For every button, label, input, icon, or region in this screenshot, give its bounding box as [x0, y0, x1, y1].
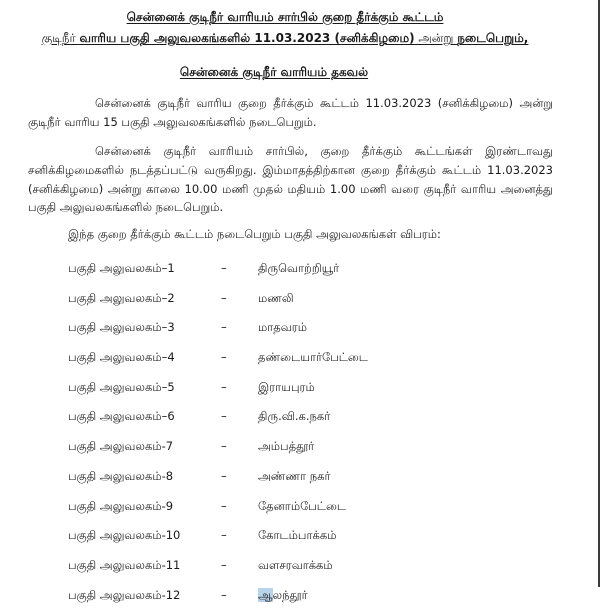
section-heading: [0, 64, 548, 80]
separator-dash: –: [221, 409, 227, 424]
paragraph-2: சென்னைக் குடிநீர் வாரியம் சார்பில், குறை தீர்க்கும் கூட்டங்கள் இரண்டாவது சனிக்கிழமைகளில் நடத்தப்பட்டு வருகிறது. இம்மாதத்திற்கான குறை தீர்க்கும் கூட்டம் 11.03.2023 (சனிக்கிழமை) அன்று காலை 10.00 மணி முதல் மதியம் 1.00 மணி வரை குடிநீர் வாரிய அனைத்து பகுதி அலுவலகங்களில் நடைபெறும்.: [28, 144, 553, 215]
separator-dash: –: [221, 350, 227, 365]
separator-dash: –: [221, 379, 227, 394]
office-location: வளசரவாக்கம்: [258, 557, 333, 572]
office-label: பகுதி அலுவலகம்–2: [68, 290, 175, 305]
office-label: பகுதி அலுவலகம்–4: [68, 350, 175, 365]
office-label: பகுதி அலுவலகம்-11: [68, 557, 181, 572]
separator-dash: –: [221, 290, 227, 305]
office-row: [68, 497, 548, 527]
office-label: பகுதி அலுவலகம்-7: [68, 439, 174, 454]
office-location: திரு.வி.க.நகர்: [258, 409, 331, 424]
title-line-2-part-4: நடைபெறும்,: [457, 31, 529, 45]
separator-dash: –: [221, 468, 227, 483]
office-location: மாதவரம்: [258, 320, 307, 335]
office-location: தண்டையார்பேட்டை: [258, 350, 368, 365]
office-label: பகுதி அலுவலகம்-8: [68, 468, 174, 483]
office-row: [68, 586, 548, 615]
title-line-1-text: சென்னைக் குடிநீர் வாரியம் சார்பில் குறை தீர்க்கும் கூட்டம்: [126, 10, 444, 24]
separator-dash: –: [221, 587, 227, 602]
office-location: இராயபுரம்: [258, 379, 315, 394]
office-location-rest: லந்தூர்: [272, 587, 308, 602]
title-line-2-part-2: வாரிய பகுதி அலுவலகங்களில் 11.03.2023 (சனிக்கிழமை): [79, 31, 415, 45]
office-label: பகுதி அலுவலகம்–5: [68, 379, 175, 394]
office-row: [68, 348, 548, 378]
title-line-1: [0, 9, 570, 25]
office-row: [68, 407, 548, 437]
separator-dash: –: [221, 557, 227, 572]
office-label: பகுதி அலுவலகம்-12: [68, 587, 181, 602]
separator-dash: –: [221, 439, 227, 454]
office-row: [68, 289, 548, 319]
office-location: அம்பத்தூர்: [258, 439, 315, 454]
title-line-2: [0, 30, 570, 46]
office-row: [68, 378, 548, 408]
office-location: மணலி: [258, 290, 294, 305]
paragraph-1: சென்னைக் குடிநீர் வாரிய குறை தீர்க்கும் கூட்டம் 11.03.2023 (சனிக்கிழமை) அன்று குடிநீர் வாரிய 15 பகுதி அலுவலகங்களில் நடைபெறும்.: [28, 96, 553, 129]
office-row: [68, 318, 548, 348]
office-label: பகுதி அலுவலகம்–3: [68, 320, 175, 335]
text-selection-highlight[interactable]: ஆ: [258, 587, 273, 602]
list-intro: இந்த குறை தீர்க்கும் கூட்டம் நடைபெறும் பகுதி அலுவலகங்கள் விபரம்:: [68, 227, 441, 241]
office-row: [68, 259, 548, 289]
office-location: அண்ணா நகர்: [258, 468, 331, 483]
separator-dash: –: [221, 261, 227, 275]
office-label: பகுதி அலுவலகம்-10: [68, 528, 181, 543]
office-location: தேனாம்பேட்டை: [258, 498, 346, 513]
office-location[interactable]: [258, 586, 308, 604]
office-row: [68, 437, 548, 467]
office-row: [68, 556, 548, 586]
office-row: [68, 467, 548, 497]
separator-dash: –: [221, 498, 227, 513]
separator-dash: –: [221, 528, 227, 543]
title-line-2-part-3: அன்று: [414, 31, 458, 45]
office-location: கோடம்பாக்கம்: [258, 528, 337, 543]
section-heading-text: சென்னைக் குடிநீர் வாரியம் தகவல்: [179, 65, 369, 79]
office-row: [68, 526, 548, 556]
office-location: திருவொற்றியூர்: [258, 261, 340, 275]
title-line-2-part-1: குடிநீர்: [41, 31, 80, 45]
office-label: பகுதி அலுவலகம்-9: [68, 498, 174, 513]
office-label: பகுதி அலுவலகம்–6: [68, 409, 175, 424]
separator-dash: –: [221, 320, 227, 335]
office-label: பகுதி அலுவலகம்–1: [68, 261, 175, 275]
office-list: [68, 259, 548, 615]
